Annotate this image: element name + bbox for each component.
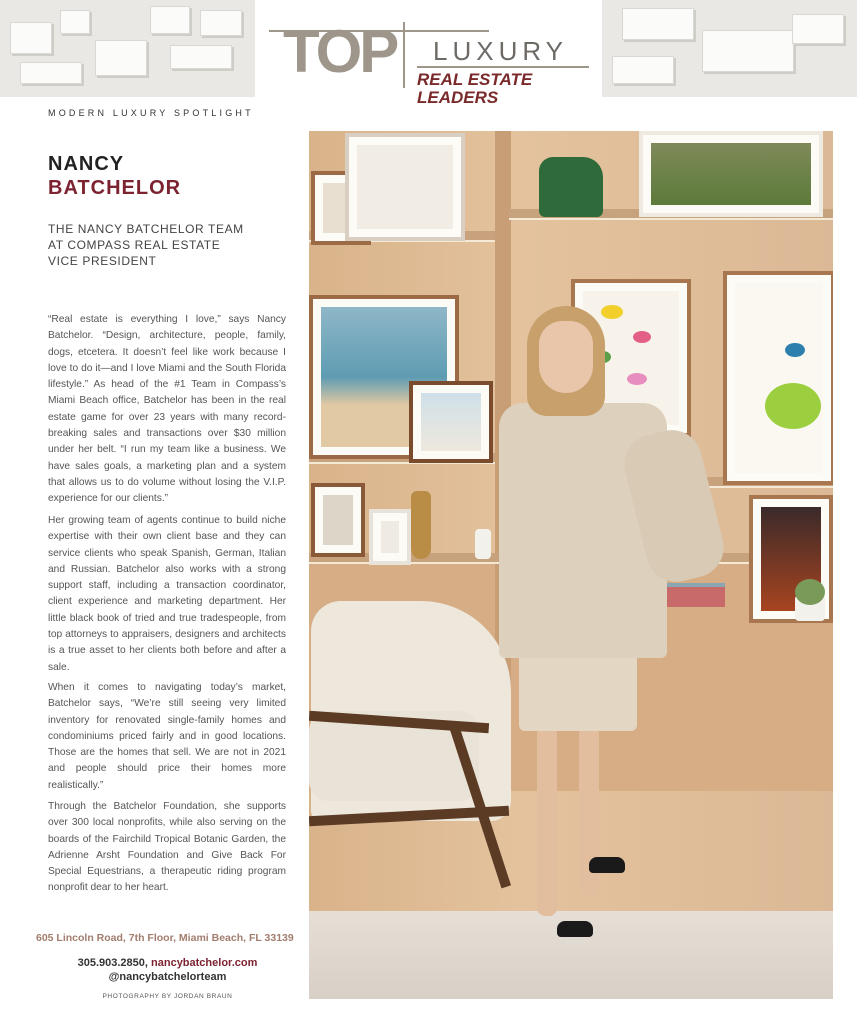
- framed-garden-photo: [639, 131, 823, 217]
- brass-pitcher: [411, 491, 431, 559]
- framed-photo: [311, 483, 365, 557]
- phone-number: 305.903.2850,: [77, 957, 148, 969]
- article-paragraph: Her growing team of agents continue to build niche expertise with their own client base and they can service clients who speak Spanish, German, Italian and Russian. Batchelor also works with a strong support staff, including a transaction coordinator, client experience and marketing department. Her little black book of tried and true tradespeople, from top attorneys to appraisers, designers and architects is a true asset to her clients both before and after a sale.: [48, 515, 286, 673]
- building-model: [150, 6, 190, 34]
- building-model: [10, 22, 52, 54]
- architecture-model-image-left: [0, 0, 255, 97]
- logo-top-text: TOP: [283, 18, 397, 85]
- building-model: [170, 45, 232, 69]
- office-address: 605 Lincoln Road, 7th Floor, Miami Beach, FL 33139: [36, 932, 294, 944]
- first-name: NANCY: [48, 153, 125, 175]
- logo-tagline: REAL ESTATE LEADERS: [417, 70, 533, 107]
- green-elephant-sculpture: [539, 157, 603, 217]
- building-model: [60, 10, 90, 34]
- subject-face: [539, 321, 593, 393]
- architecture-model-image-right: [602, 0, 857, 97]
- top-luxury-logo: [255, 0, 602, 107]
- article-paragraph: Through the Batchelor Foundation, she supports over 300 local nonprofits, while also serving on the boards of the Fairchild Tropical Botanic Garden, the Adrienne Arsht Foundation and Give Back For Special Equestrians, a therapeutic riding program nonprofit dear to her heart.: [48, 801, 286, 894]
- logo-underline: [417, 66, 589, 68]
- building-model: [200, 10, 242, 36]
- title-line: THE NANCY BATCHELOR TEAM: [48, 222, 244, 236]
- subject-leg: [537, 726, 557, 916]
- framed-bird-illustration: [723, 271, 833, 485]
- last-name: BATCHELOR: [48, 177, 182, 199]
- framed-sketch: [345, 133, 465, 241]
- black-shoe: [557, 921, 593, 937]
- social-handle[interactable]: @nancybatchelorteam: [108, 971, 227, 983]
- building-model: [792, 14, 844, 44]
- section-label: MODERN LUXURY SPOTLIGHT: [48, 108, 254, 118]
- title-line: AT COMPASS REAL ESTATE: [48, 238, 221, 252]
- candle-jar: [475, 529, 491, 559]
- building-model: [612, 56, 674, 84]
- website-link[interactable]: nancybatchelor.com: [151, 957, 258, 969]
- photo-credit: PHOTOGRAPHY BY JORDAN BRAUN: [102, 993, 233, 1000]
- building-model: [622, 8, 694, 40]
- black-shoe: [589, 857, 625, 873]
- building-model: [95, 40, 147, 76]
- title-line: VICE PRESIDENT: [48, 254, 157, 268]
- logo-divider: [403, 22, 405, 88]
- succulent-plant: [795, 579, 825, 605]
- article-paragraph: When it comes to navigating today’s market, Batchelor says, “We’re still seeing very limited inventory for renovated single-family homes and condominiums priced fairly and in good locations. Those are the homes that sell. We are not in 2021 and people should price their homes more realistically.”: [48, 682, 286, 791]
- framed-photo: [369, 509, 411, 565]
- framed-palm-photo: [409, 381, 493, 463]
- stacked-books: [667, 583, 725, 607]
- article-paragraph: “Real estate is everything I love,” says Nancy Batchelor. “Design, architecture, people, family, dogs, etcetera. It doesn’t feel like work because I love to do it—and I love Miami and the South Florida lifestyle.” As head of the #1 Team in Compass’s Miami Beach office, Batchelor has been in the real estate game for over 23 years with many record-breaking sales and transactions over $30 million under her belt. “I run my team like a business. We have sales goals, a marketing plan and a system that allows us to do volume without losing the V.I.P. experience for our clients.”: [48, 314, 286, 505]
- logo-luxury-text: LUXURY: [433, 36, 569, 66]
- building-model: [702, 30, 794, 72]
- building-model: [20, 62, 82, 84]
- magazine-header: [0, 0, 857, 107]
- portrait-photo: [309, 131, 833, 999]
- contact-block: [40, 956, 295, 984]
